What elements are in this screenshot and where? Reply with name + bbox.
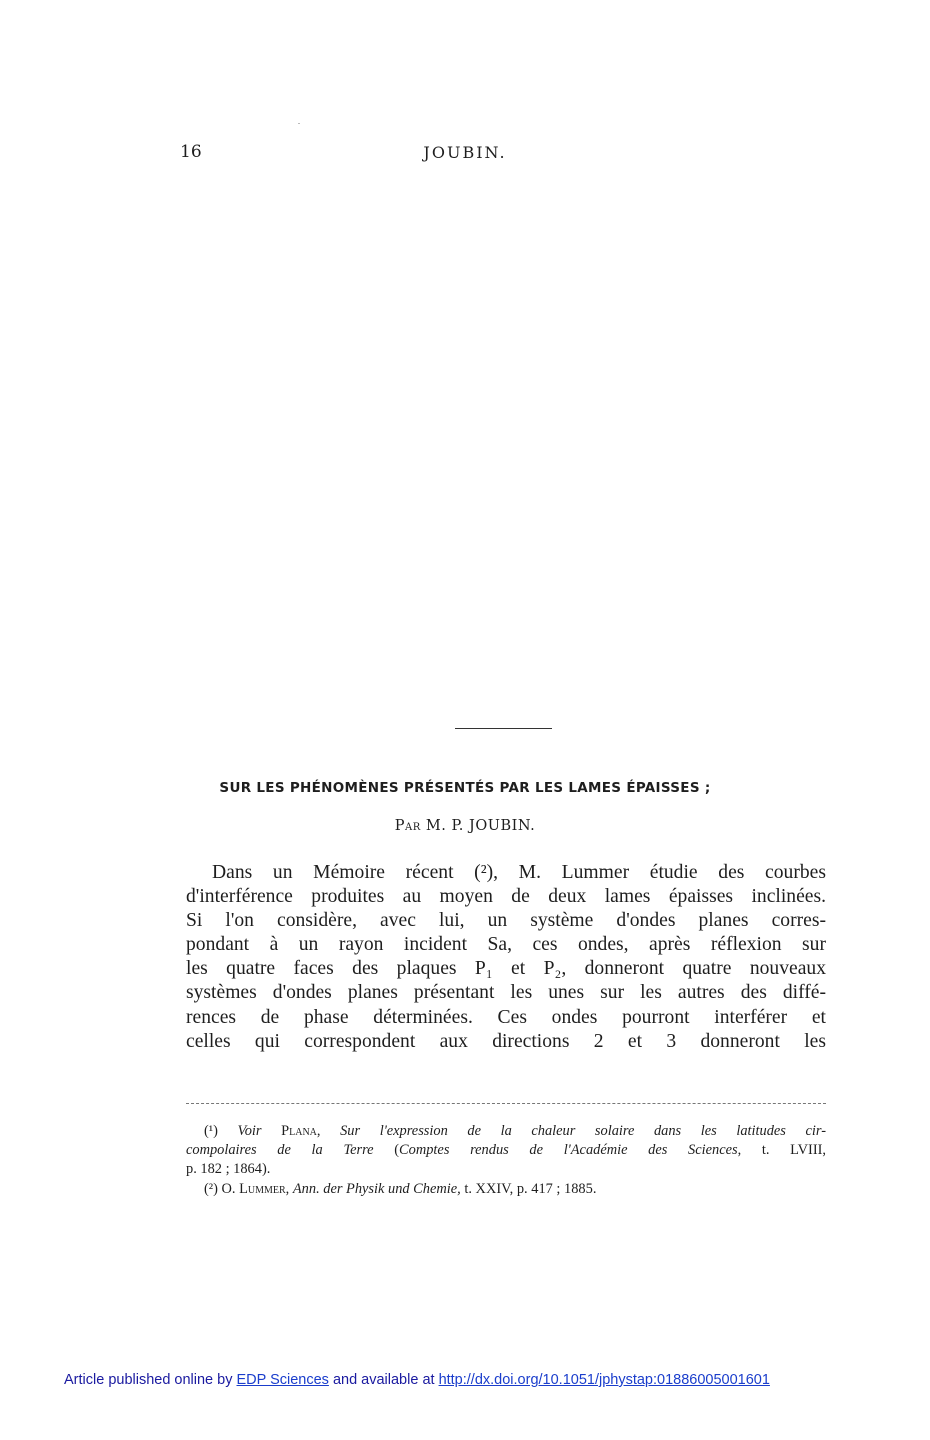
footnote-2-details: t. XXIV, p. 417 ; 1885. (464, 1180, 597, 1197)
doi-link[interactable]: http://dx.doi.org/10.1051/jphystap:01886005001601 (438, 1372, 770, 1388)
page-number: 16 (180, 142, 202, 162)
body-line: celles qui correspondent aux directions 2 et 3 donneront les (186, 1030, 826, 1052)
footnote-2-author: O. Lummer, (221, 1180, 290, 1197)
section-divider (455, 728, 552, 729)
footnote-1-title-part2: compolaires de la Terre (186, 1142, 374, 1159)
footnote-1-author: Plana (281, 1123, 317, 1139)
article-title: SUR LES PHÉNOMÈNES PRÉSENTÉS PAR LES LAMES ÉPAISSES ; (219, 780, 711, 796)
footnote-1-line-3 (186, 1160, 826, 1179)
footnote-1-line-2: compolaires de la Terre (Comptes rendus de l'Académie des Sciences, t. LVIII, (186, 1142, 827, 1159)
footnote-1-line-1: (¹) Voir Plana, Sur l'expression de la chaleur solaire dans les latitudes cir- (204, 1123, 826, 1139)
body-line: pondant à un rayon incident Sa, ces ondes, après réflexion sur (186, 934, 826, 956)
footnote-1-volume: t. LVIII, (761, 1142, 827, 1159)
body-line: Dans un Mémoire récent (²), M. Lummer étudie des courbes (212, 862, 826, 883)
footnotes (186, 1122, 826, 1199)
byline (0, 818, 930, 834)
body-line: les quatre faces des plaques P₁ et P₂, donneront quatre nouveaux (186, 958, 826, 980)
scan-speck (298, 123, 300, 124)
footer-middle: and available at (332, 1372, 435, 1388)
body-line: Si l'on considère, avec lui, un système d'ondes planes corres- (186, 910, 826, 932)
footnote-1-journal: Comptes rendus de l'Académie des Sciences (399, 1142, 738, 1159)
edp-sciences-link[interactable]: EDP Sciences (236, 1372, 329, 1388)
footnote-1-pages: p. 182 ; 1864). (186, 1161, 271, 1178)
footnote-1-title-part1: Sur l'expression de la chaleur solaire dans les latitudes cir- (340, 1123, 826, 1139)
footnote-rule (186, 1103, 826, 1105)
byline-author: M. P. JOUBIN. (425, 818, 536, 834)
footnote-1-voir: Voir (237, 1123, 262, 1139)
body-line: d'interférence produites au moyen de deux lames épaisses inclinées. (186, 886, 826, 908)
footer-prefix: Article published online by (64, 1372, 233, 1388)
body-line: rences de phase déterminées. Ces ondes pourront interférer et (186, 1006, 826, 1028)
footnote-2-mark: (²) (204, 1180, 218, 1197)
footnote-2 (186, 1180, 826, 1199)
running-head: JOUBIN. (423, 143, 507, 162)
body-line: systèmes d'ondes planes présentant les unes sur les autres des diffé- (186, 982, 826, 1004)
byline-par: Par (394, 818, 421, 834)
footnote-1-mark: (¹) (204, 1123, 218, 1139)
publication-footer (64, 1372, 770, 1388)
footnote-2-journal: Ann. der Physik und Chemie, (292, 1180, 461, 1197)
body-paragraph (186, 861, 826, 1054)
